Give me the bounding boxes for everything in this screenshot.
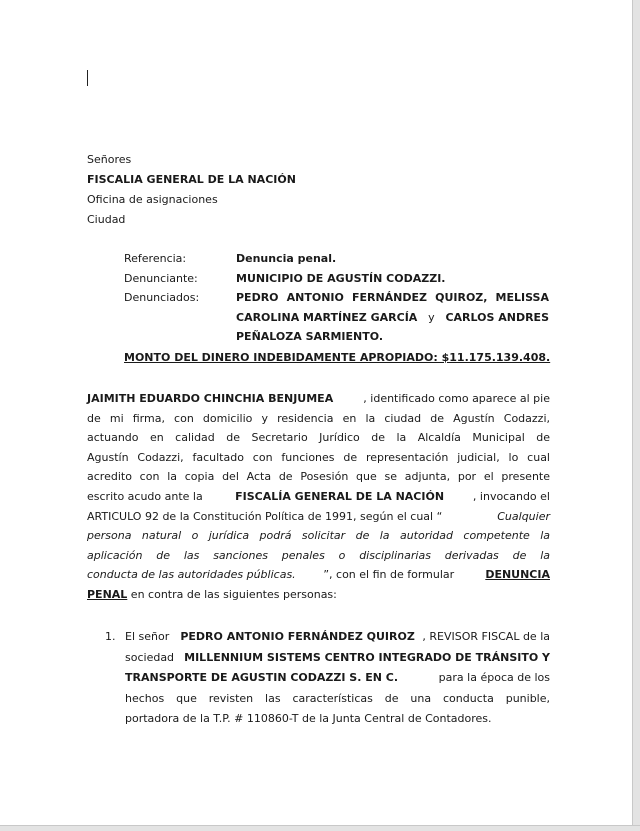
quote-line: aplicación de las sanciones penales o disciplinarias derivadas de la: [87, 548, 550, 562]
quote-text: Cualquier: [497, 509, 550, 523]
salutation: Señores: [87, 153, 132, 166]
quote-text: conducta de las autoridades públicas.: [87, 568, 296, 582]
accused-value: [236, 288, 549, 347]
body-line: actuando en calidad de Secretario Jurídico de la Alcaldía Municipal de: [87, 431, 550, 445]
complainant-label: Denunciante:: [124, 271, 198, 285]
fiscalia-name: FISCALÍA GENERAL DE LA NACIÓN: [235, 489, 445, 503]
list-text-segment: para la época de los: [435, 671, 550, 684]
addressee-city: Ciudad: [87, 213, 126, 226]
reference-block: [124, 249, 550, 369]
reference-row: [124, 249, 550, 269]
list-number: 1.: [105, 630, 116, 643]
accused-line-1: PEDRO ANTONIO FERNÁNDEZ QUIROZ, MELISSA: [236, 291, 549, 304]
accused-label: Denunciados:: [124, 291, 200, 304]
addressee-block: [87, 150, 296, 230]
complainant-value: MUNICIPIO DE AGUSTÍN CODAZZI.: [236, 271, 446, 285]
page-edge-right: [632, 0, 640, 831]
body-text-segment: ARTICULO 92 de la Constitución Política de 1991, según el cual “: [87, 509, 443, 523]
accused-line-2: [236, 308, 549, 328]
complainant-row: [124, 269, 550, 289]
accused-name-2: CAROLINA MARTÍNEZ GARCÍA: [236, 310, 418, 324]
amount-line: MONTO DEL DINERO INDEBIDAMENTE APROPIADO: $11.175.139.408.: [124, 350, 551, 364]
body-text-segment: en contra de las siguientes personas:: [127, 587, 337, 601]
company-name-continued: TRANSPORTE DE AGUSTIN CODAZZI S. EN C.: [125, 671, 399, 684]
company-name: MILLENNIUM SISTEMS CENTRO INTEGRADO DE TRÁNSITO Y: [184, 650, 550, 664]
complaint-body: [87, 389, 550, 605]
body-line: [87, 565, 550, 585]
reference-label: Referencia:: [124, 252, 187, 265]
addressee-office: Oficina de asignaciones: [87, 193, 218, 206]
body-line: Agustín Codazzi, facultado con funciones de representación judicial, lo cual: [87, 450, 550, 464]
list-line: hechos que revisten las características de una conducta punible,: [125, 691, 550, 705]
accused-line-3: PEÑALOZA SARMIENTO.: [236, 330, 384, 343]
addressee-entity: FISCALIA GENERAL DE LA NACIÓN: [87, 173, 296, 186]
reference-value: Denuncia penal.: [236, 252, 337, 265]
page-edge-bottom: [0, 825, 640, 831]
list-line: [125, 648, 550, 669]
body-text-segment: , identificado como aparece al pie: [363, 392, 550, 405]
list-text-segment: El señor: [125, 630, 173, 643]
accused-name-3-part: CARLOS ANDRES: [445, 310, 549, 324]
body-text-segment: ”, con el fin de formular: [323, 568, 458, 582]
list-item-body: [125, 627, 550, 730]
list-text-segment: , REVISOR FISCAL de la: [422, 630, 550, 643]
list-text-segment: sociedad: [125, 650, 178, 664]
body-line: [87, 507, 550, 527]
denuncia-heading: DENUNCIA: [485, 568, 550, 582]
body-text-segment: , invocando el: [472, 489, 550, 503]
body-line: acredito con la copia del Acta de Posesión que se adjunta, por el presente: [87, 470, 550, 484]
complainant-name: JAIMITH EDUARDO CHINCHIA BENJUMEA: [87, 392, 334, 405]
quote-line: persona natural o jurídica podrá solicitar de la autoridad competente la: [87, 529, 550, 543]
list-line: [125, 627, 550, 648]
body-line: [87, 487, 550, 507]
list-line: portadora de la T.P. # 110860-T de la Junta Central de Contadores.: [125, 712, 492, 725]
accused-row: [124, 288, 550, 347]
accused-name: PEDRO ANTONIO FERNÁNDEZ QUIROZ: [180, 630, 415, 643]
body-line: de mi firma, con domicilio y residencia en la ciudad de Agustín Codazzi,: [87, 411, 550, 425]
penal-heading: PENAL: [87, 587, 128, 601]
body-line: [87, 585, 550, 605]
accused-conjunction: y: [428, 310, 435, 324]
text-cursor: [87, 70, 88, 86]
body-text-segment: escrito acudo ante la: [87, 489, 207, 503]
list-line: [125, 668, 550, 689]
body-line: [87, 389, 550, 409]
